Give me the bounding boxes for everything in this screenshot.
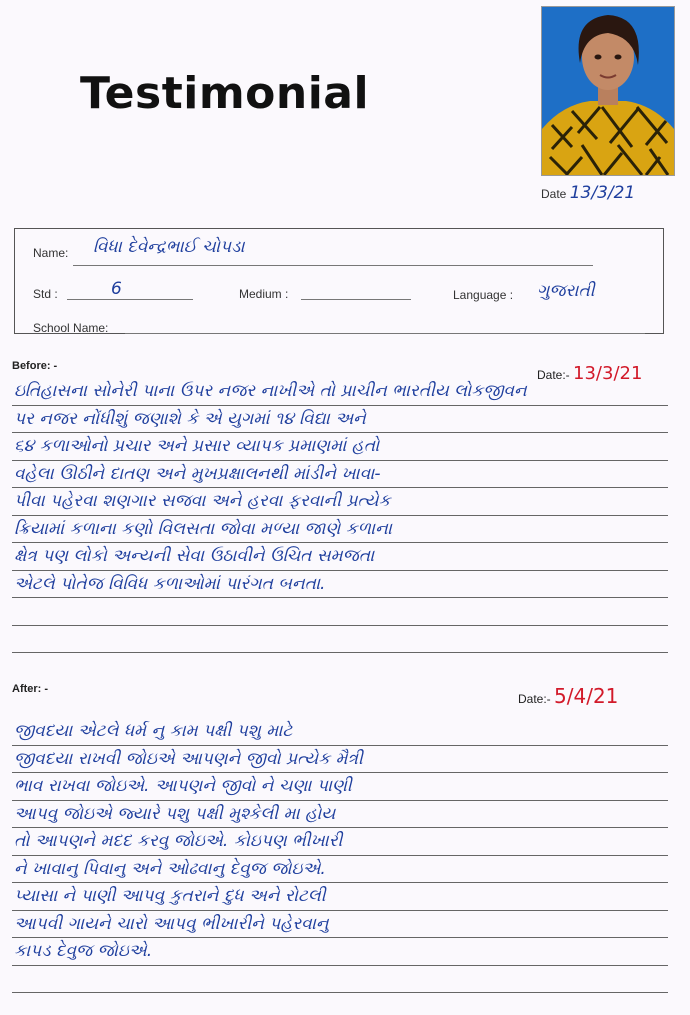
- school-label: School Name:: [33, 321, 109, 335]
- before-label: Before: -: [12, 360, 58, 372]
- after-label: After: -: [12, 683, 49, 695]
- before-line: વહેલા ઊઠીને દાતણ અને મુખપ્રક્ષાલનથી માંડીને ખાવા-: [12, 461, 668, 489]
- std-label: Std :: [33, 287, 58, 301]
- student-photo: [541, 6, 675, 176]
- before-line: ૬૪ કળાઓનો પ્રચાર અને પ્રસાર વ્યાપક પ્રમાણમાં હતો: [12, 433, 668, 461]
- after-line: જીવદયા રાખવી જોઇએ આપણને જીવો પ્રત્યેક મૈત્રી: [12, 746, 668, 774]
- after-line: ભાવ રાખવા જોઇએ. આપણને જીવો ને ચણા પાણી: [12, 773, 668, 801]
- name-label: Name:: [33, 246, 69, 260]
- after-date-label: Date:-: [518, 692, 551, 706]
- after-line: પ્યાસા ને પાણી આપવુ કુતરાને દુધ અને રોટલી: [12, 883, 668, 911]
- before-line: પર નજર નોંધીશું જણાશે કે એ યુગમાં ૧૪ વિદ્યા અને: [12, 406, 668, 434]
- before-line: ક્રિયામાં કળાના કણો વિલસતા જોવા મળ્યા જાણે કળાના: [12, 516, 668, 544]
- name-value: વિધા દેવેન્દ્રભાઈ ચોપડા: [93, 237, 245, 257]
- std-value: 6: [111, 279, 122, 299]
- before-line: પીવા પહેરવા શણગાર સજવા અને હરવા ફરવાની પ્રત્યેક: [12, 488, 668, 516]
- before-date-value: 13/3/21: [573, 363, 643, 384]
- after-text-block: [12, 718, 668, 993]
- after-line: કાપડ દેવુજ જોઇએ.: [12, 938, 668, 966]
- before-line: એટલે પોતેજ વિવિધ કળાઓમાં પારંગત બનતા.: [12, 571, 668, 599]
- after-line: ને ખાવાનુ પિવાનુ અને ઓઢવાનુ દેવુજ જોઇએ.: [12, 856, 668, 884]
- after-line: [12, 966, 668, 994]
- before-line: ક્ષેત્ર પણ લોકો અન્યની સેવા ઉઠાવીને ઉચિત સમજતા: [12, 543, 668, 571]
- student-info-box: [14, 228, 664, 334]
- after-date-value: 5/4/21: [554, 684, 619, 708]
- language-value: ગુજરાતી: [537, 281, 595, 301]
- after-line: આપવુ જોઇએ જ્યારે પશુ પક્ષી મુશ્કેલી મા હોય: [12, 801, 668, 829]
- language-label: Language :: [453, 288, 514, 302]
- after-line: તો આપણને મદદ કરવુ જોઇએ. કોઇપણ ભીખારી: [12, 828, 668, 856]
- after-line: આપવી ગાયને ચારો આપવુ ભીખારીને પહેરવાનુ: [12, 911, 668, 939]
- before-text-block: [12, 378, 668, 653]
- before-line: ઇતિહાસના સોનેરી પાના ઉપર નજર નાખીએ તો પ્રાચીન ભારતીય લોકજીવન: [12, 378, 668, 406]
- before-line: [12, 598, 668, 626]
- before-date-label: Date:-: [537, 368, 570, 382]
- top-date-value: 13/3/21: [569, 183, 636, 203]
- top-date-label: Date: [541, 187, 567, 201]
- after-line: જીવદયા એટલે ધર્મ નુ કામ પક્ષી પશુ માટે: [12, 718, 668, 746]
- before-line: [12, 626, 668, 654]
- medium-label: Medium :: [239, 287, 289, 301]
- page-title: Testimonial: [80, 68, 370, 119]
